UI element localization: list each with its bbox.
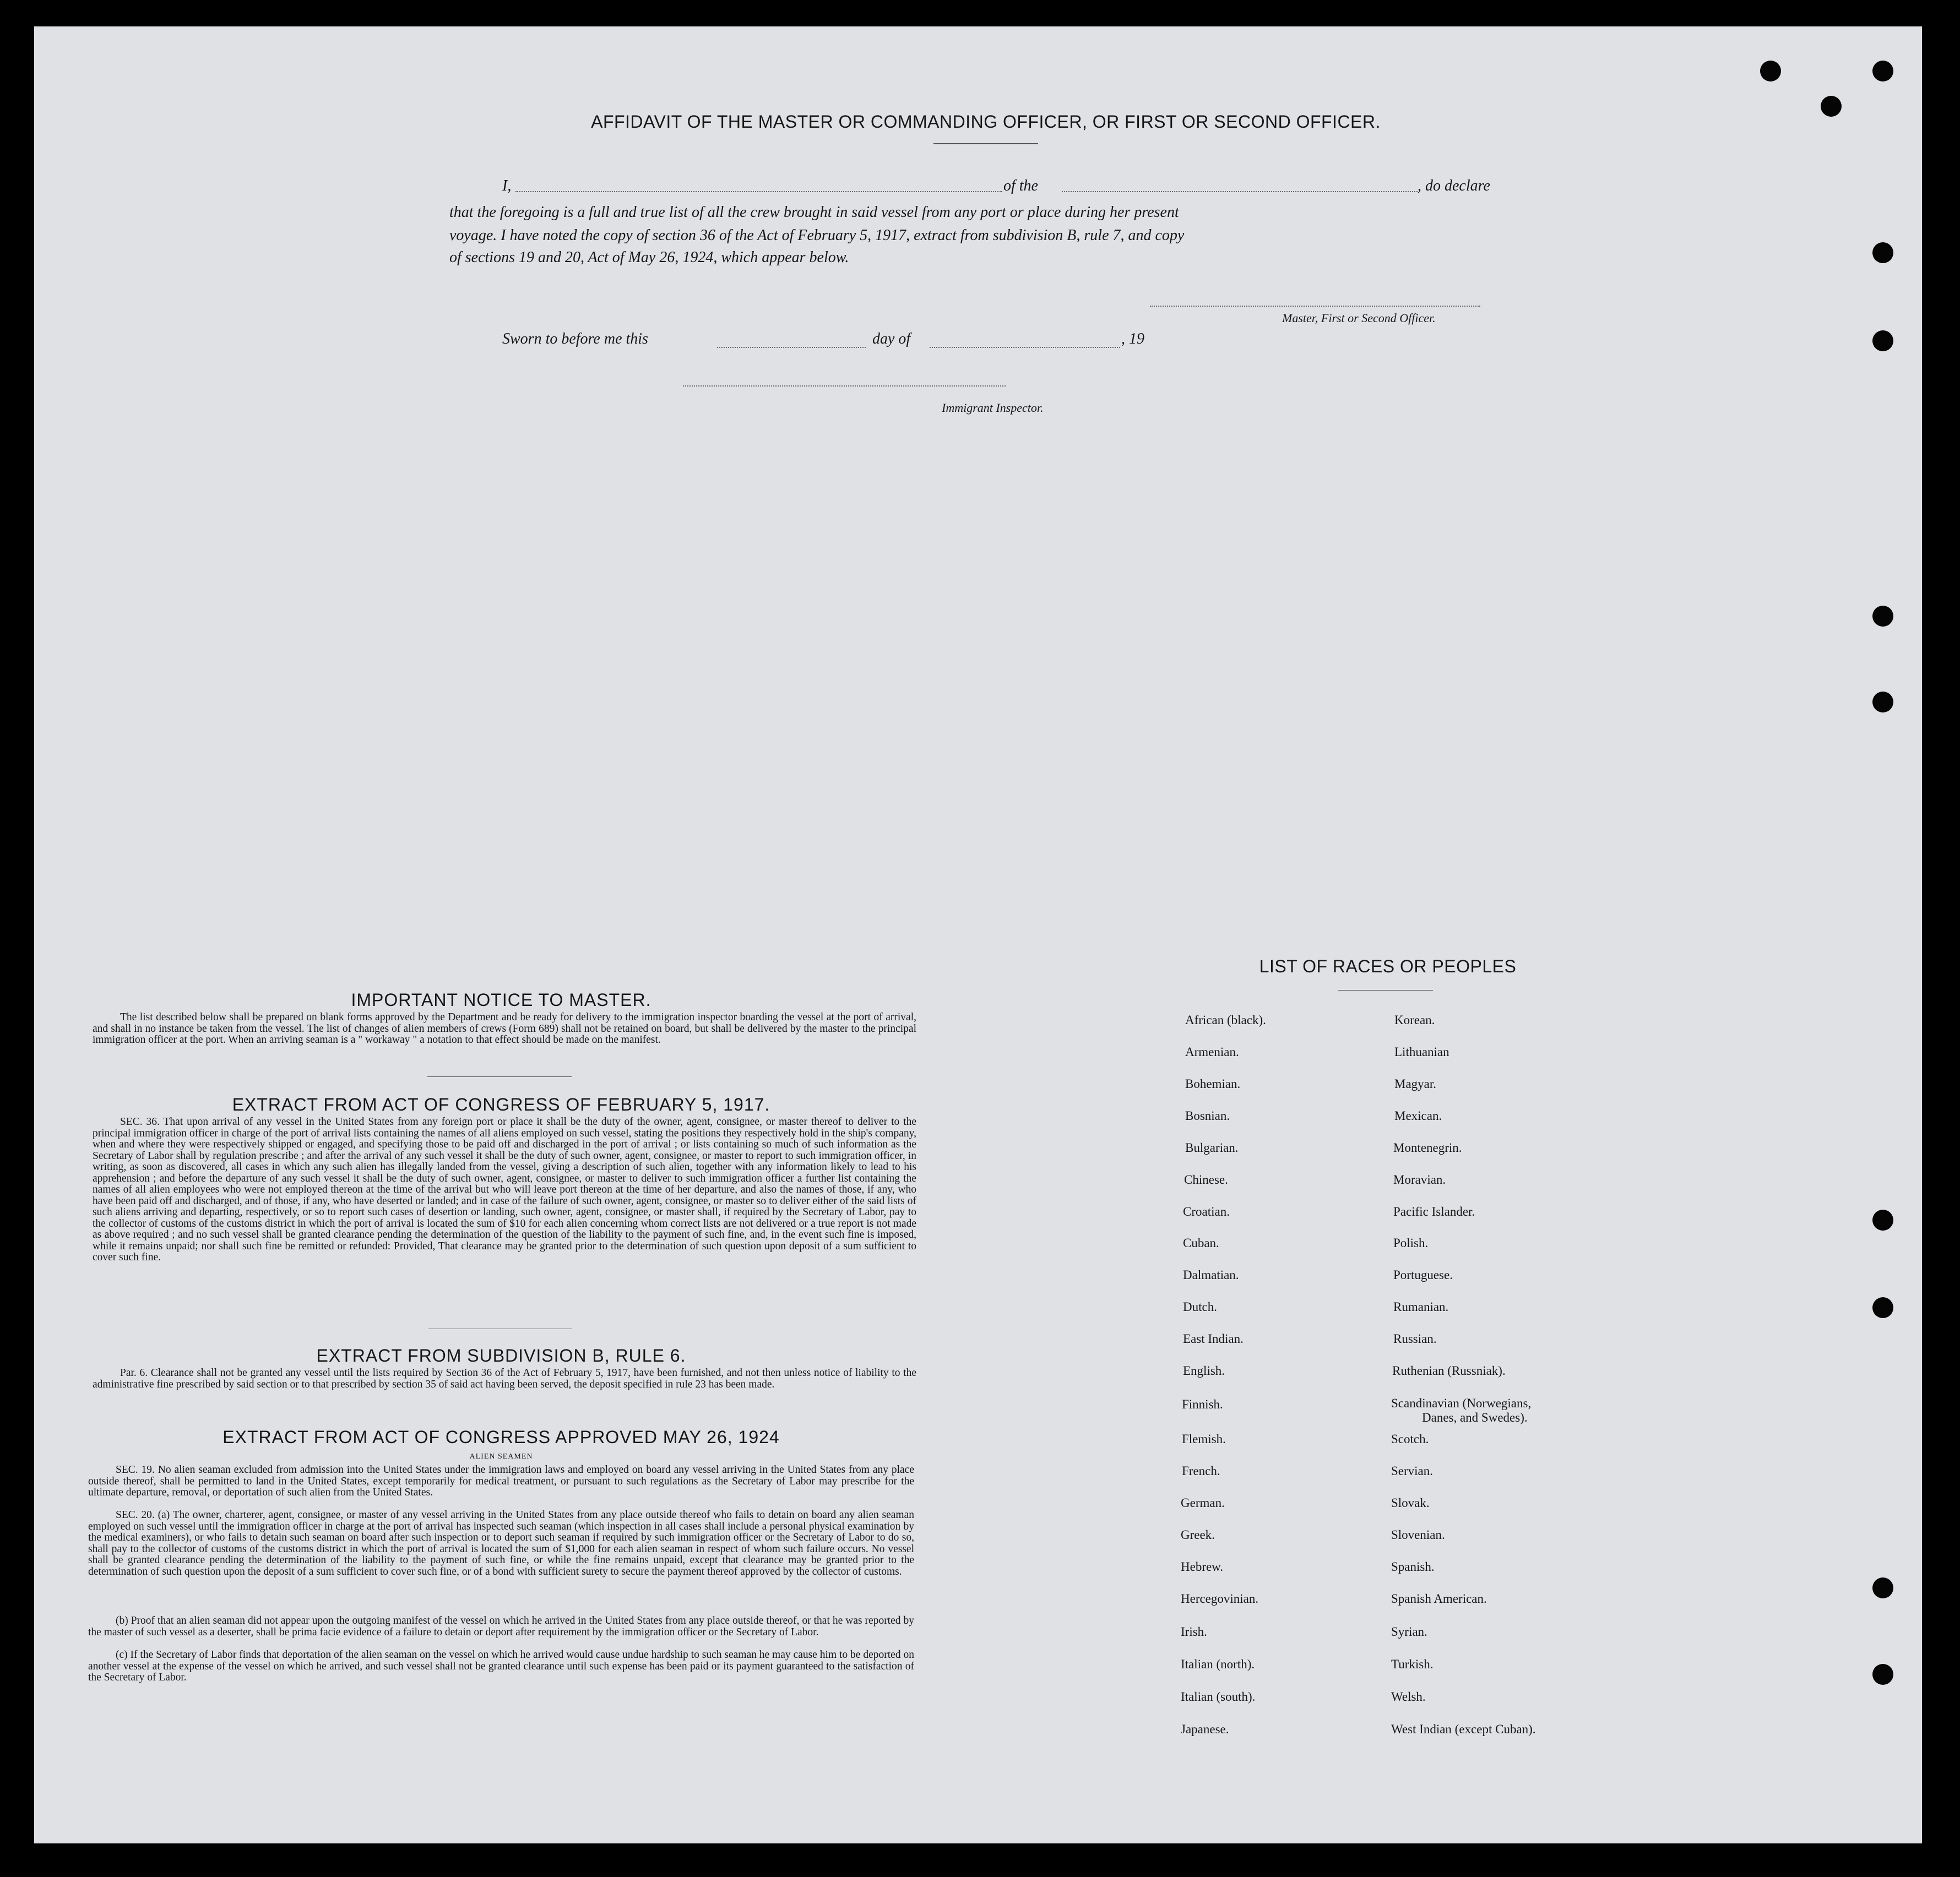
race-right: Mexican. [1394, 1109, 1442, 1123]
race-right: Magyar. [1394, 1077, 1437, 1091]
affidavit-line-2: that the foregoing is a full and true list of all the crew brought in said vessel from any port or place during her present [449, 204, 1179, 221]
punch-hole [1872, 242, 1893, 263]
sec20c-body: (c) If the Secretary of Labor finds that deportation of the alien seaman on the vessel on which he arrived would cause undue hardship to such seaman he may cause him to be deported on another vessel at the expense of the vessel on which he arrived, and such vessel shall not be granted clearance until such expense has been paid or its payment guaranteed to the satisfaction of the Secretary of Labor. [88, 1649, 914, 1683]
race-left: Bohemian. [1185, 1077, 1241, 1091]
race-right: Montenegrin. [1393, 1141, 1462, 1155]
race-right: Syrian. [1391, 1625, 1427, 1639]
race-left: Bosnian. [1185, 1109, 1230, 1123]
notice-body: The list described below shall be prepared on blank forms approved by the Department and be ready for delivery to the immigration inspector boarding the vessel at the port of arrival, and shall in no instance be taken from the vessel. The list of changes of alien members of crews (Form 689) shall not be retained on board, but shall be delivered by the master to the principal immigration officer at the port. When an arriving seaman is a " workaway " a notation to that effect should be made on the manifest. [93, 1011, 916, 1046]
race-left: Bulgarian. [1185, 1141, 1239, 1155]
race-left: Armenian. [1185, 1045, 1239, 1059]
race-right: Rumanian. [1393, 1300, 1449, 1314]
affidavit-i-label: I, [502, 177, 512, 194]
extract-1924-title: EXTRACT FROM ACT OF CONGRESS APPROVED MAY 26, 1924 [222, 1427, 780, 1447]
affidavit-line-3: voyage. I have noted the copy of section 36 of the Act of February 5, 1917, extract from subdivision B, rule 7, and copy [449, 227, 1185, 244]
race-left: African (black). [1185, 1013, 1266, 1027]
punch-hole [1821, 96, 1842, 117]
affidavit-of-the-label: of the [1003, 177, 1038, 194]
rule6-body: Par. 6. Clearance shall not be granted any vessel until the lists required by Section 36 of the Act of February 5, 1917, have been furnished, and not then unless notice of liability to the administrative fine prescribed by said section or to that prescribed by section 35 of said act having been served, the deposit specified in rule 23 has been made. [93, 1367, 916, 1390]
affidavit-line-4: of sections 19 and 20, Act of May 26, 1924, which appear below. [449, 249, 849, 266]
punch-hole [1872, 1297, 1893, 1318]
race-right: Servian. [1391, 1464, 1434, 1478]
race-right: Lithuanian [1394, 1045, 1449, 1059]
race-right: Scandinavian (Norwegians, [1391, 1396, 1532, 1410]
affidavit-declare-label: , do declare [1418, 177, 1490, 194]
race-right: Ruthenian (Russniak). [1392, 1364, 1506, 1378]
inspector-signature-label: Immigrant Inspector. [942, 401, 1044, 415]
affidavit-title: AFFIDAVIT OF THE MASTER OR COMMANDING OFFICER, OR FIRST OR SECOND OFFICER. [591, 112, 1381, 132]
race-left: Italian (south). [1181, 1690, 1256, 1704]
title-divider [933, 143, 1038, 144]
punch-hole [1760, 61, 1781, 81]
inspector-signature-line [683, 385, 1006, 387]
race-right: Korean. [1394, 1013, 1435, 1027]
race-left: Italian (north). [1181, 1657, 1255, 1671]
day-of-label: day of [872, 330, 911, 347]
race-right: Welsh. [1391, 1690, 1426, 1704]
extract-1917-title: EXTRACT FROM ACT OF CONGRESS OF FEBRUARY 5, 1917. [232, 1095, 770, 1114]
rule6-title: EXTRACT FROM SUBDIVISION B, RULE 6. [316, 1346, 686, 1365]
race-left: Japanese. [1181, 1722, 1229, 1736]
race-left: Chinese. [1184, 1173, 1228, 1187]
sec20b-body: (b) Proof that an alien seaman did not appear upon the outgoing manifest of the vessel on which he arrived in the United States from any place outside thereof, or that he was reported by the master of such vessel as a deserter, shall be prima facie evidence of a failure to detain or deport after requirement by the immigration officer or the Secretary of Labor. [88, 1615, 914, 1638]
race-left: Irish. [1181, 1625, 1207, 1639]
race-right: Russian. [1393, 1332, 1437, 1346]
sworn-month-blank [930, 347, 1120, 348]
master-signature-line [1150, 306, 1480, 307]
races-title: LIST OF RACES OR PEOPLES [1259, 956, 1517, 976]
race-left: German. [1181, 1496, 1225, 1510]
race-left: Dutch. [1183, 1300, 1217, 1314]
scan-border [34, 0, 1922, 26]
notice-divider [427, 1076, 572, 1077]
race-right: Slovenian. [1391, 1528, 1445, 1542]
sworn-day-blank [717, 347, 866, 348]
race-right: Spanish. [1391, 1560, 1435, 1574]
race-left: Greek. [1181, 1528, 1215, 1542]
race-left: Dalmatian. [1183, 1268, 1239, 1282]
sec20a-body: SEC. 20. (a) The owner, charterer, agent, consignee, or master of any vessel arriving in the United States from any place outside thereof who fails to detain on board any alien seaman employed on such vessel until the immigration officer in charge at the port of arrival has inspected such seaman (which inspection in all cases shall include a personal physical examination by the medical examiners), or who fails to detain such seaman on board after such inspection or to deport such seaman if required by such immigration officer or the Secretary of Labor to do so, shall pay to the collector of customs of the customs district in which the port of arrival is located the sum of $1,000 for each alien seaman in respect of whom such failure occurs. No vessel shall be granted clearance pending the determination of the liability to the payment of such fine, or while the fine remains unpaid, except that clearance may be granted prior to the determination of such question upon the deposit of a sum sufficient to cover such fine, or of a bond with sufficient surety to secure the payment thereof approved by the collector of customs. [88, 1509, 914, 1577]
race-right: Moravian. [1393, 1173, 1446, 1187]
race-left: Croatian. [1183, 1205, 1230, 1218]
race-left: Hebrew. [1181, 1560, 1224, 1574]
race-right: Pacific Islander. [1393, 1205, 1475, 1218]
punch-hole [1872, 61, 1893, 81]
year-label: , 19 [1121, 330, 1144, 347]
master-signature-label: Master, First or Second Officer. [1282, 311, 1436, 325]
race-left: Finnish. [1182, 1397, 1223, 1411]
punch-hole [1872, 1664, 1893, 1685]
punch-hole [1872, 606, 1893, 627]
race-right: West Indian (except Cuban). [1391, 1722, 1536, 1736]
race-left: Cuban. [1183, 1236, 1219, 1250]
name-blank [515, 191, 1002, 192]
race-left: French. [1182, 1464, 1220, 1478]
sworn-label: Sworn to before me this [502, 330, 648, 347]
race-right: Slovak. [1391, 1496, 1430, 1510]
race-left: English. [1183, 1364, 1225, 1378]
race-right: Scotch. [1391, 1432, 1429, 1446]
race-right: Spanish American. [1391, 1592, 1487, 1606]
race-right: Polish. [1393, 1236, 1429, 1250]
race-left: East Indian. [1183, 1332, 1244, 1346]
punch-hole [1872, 692, 1893, 712]
races-divider [1338, 990, 1433, 991]
race-right-continuation: Danes, and Swedes). [1422, 1411, 1528, 1424]
race-left: Flemish. [1182, 1432, 1226, 1446]
punch-hole [1872, 1577, 1893, 1598]
race-left: Hercegovinian. [1181, 1592, 1259, 1606]
race-right: Turkish. [1391, 1657, 1434, 1671]
sec19-body: SEC. 19. No alien seaman excluded from admission into the United States under the immigration laws and employed on board any vessel arriving in the United States from any place outside thereof, shall be permitted to land in the United States, except temporarily for medical treatment, or pursuant to such regulations as the Secretary of Labor may prescribe for the ultimate departure, removal, or deportation of such alien from the United States. [88, 1464, 914, 1498]
extract-1917-body: SEC. 36. That upon arrival of any vessel in the United States from any foreign port or place it shall be the duty of the owner, agent, consignee, or master thereof to deliver to the principal immigration officer in charge of the port of arrival lists containing the names of all aliens employed on such vessel, stating the positions they respectively hold in the ship's company, when and where they were respectively shipped or engaged, and specifying those to be paid off and discharged in the port of arrival ; or lists containing so much of such information as the Secretary of Labor shall by regulation prescribe ; and after the arrival of any such vessel it shall be the duty of such owner, agent, consignee, or master to report to such immigration officer, in writing, as soon as discovered, all cases in which any such alien has illegally landed from the vessel, giving a description of such alien, together with any information likely to lead to his apprehension ; and before the departure of any such vessel it shall be the duty of such owner, agent, consignee, or master to deliver to such immigration officer a further list containing the names of all alien employees who were not employed thereon at the time of the arrival but who will leave port thereon at the time of her departure, and also the names of those, if any, who have been paid off and discharged, and of those, if any, who have deserted or landed; and in case of the failure of such owner, agent, consignee, or master so to deliver either of the said lists of such aliens arriving and departing, respectively, or so to report such cases of desertion or landing, such owner, agent, consignee, or master shall, if required by the Secretary of Labor, pay to the collector of customs of the customs district in which the port of arrival is located the sum of $10 for each alien concerning whom correct lists are not delivered or a true report is not made as above required ; and no such vessel shall be granted clearance pending the determination of the question of the liability to the payment of such fine, and, in the event such fine is imposed, while it remains unpaid; nor shall such fine be remitted or refunded: Provided, That clearance may be granted prior to the determination of such question upon deposit of a sum sufficient to cover such fine. [93, 1116, 916, 1263]
extract-1924-subtitle: ALIEN SEAMEN [469, 1452, 533, 1461]
vessel-blank [1062, 191, 1418, 192]
punch-hole [1872, 1210, 1893, 1231]
race-right: Portuguese. [1393, 1268, 1453, 1282]
notice-title: IMPORTANT NOTICE TO MASTER. [351, 990, 651, 1010]
punch-hole [1872, 330, 1893, 351]
